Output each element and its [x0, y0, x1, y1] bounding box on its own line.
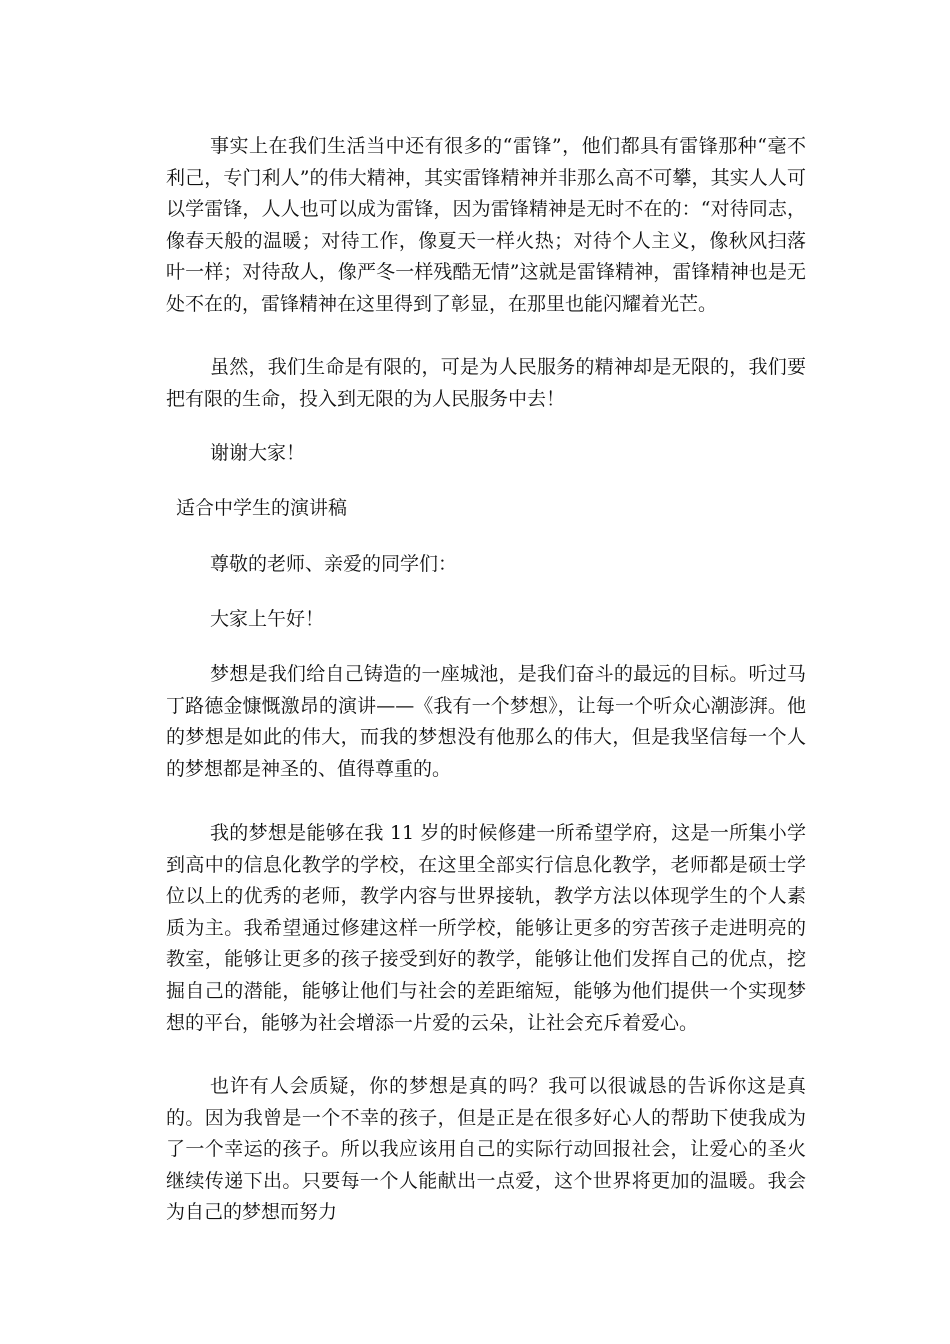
paragraph-greeting: 大家上午好！	[210, 608, 325, 630]
paragraph-dream-intro: 梦想是我们给自己铸造的一座城池，是我们奋斗的最远的目标。听过马丁路德金慷慨激昂的演讲——《我有一个梦想》，让每一个听众心潮澎湃。他的梦想是如此的伟大，而我的梦想没有他那么的伟大，但是我坚信每一个人的梦想都是神圣的、值得尊重的。	[166, 663, 806, 780]
paragraph-dream-school: 我的梦想是能够在我 11 岁的时候修建一所希望学府，这是一所集小学到高中的信息化教学的学校，在这里全部实行信息化教学，老师都是硕士学位以上的优秀的老师，教学内容与世界接轨，教学方法以体现学生的个人素质为主。我希望通过修建这样一所学校，能够让更多的穷苦孩子走进明亮的教室，能够让更多的孩子接受到好的教学，能够让他们发挥自己的优点，挖掘自己的潜能，能够让他们与社会的差距缩短，能够为他们提供一个实现梦想的平台，能够为社会增添一片爱的云朵，让社会充斥着爱心。	[166, 822, 806, 1034]
paragraph-salutation: 尊敬的老师、亲爱的同学们：	[210, 553, 458, 575]
paragraph-serve-the-people: 虽然，我们生命是有限的，可是为人民服务的精神却是无限的，我们要把有限的生命，投入到无限的为人民服务中去！	[166, 356, 806, 410]
paragraph-lei-feng-spirit: 事实上在我们生活当中还有很多的“雷锋”，他们都具有雷锋那种“毫不利己，专门利人”的伟大精神，其实雷锋精神并非那么高不可攀，其实人人可以学雷锋，人人也可以成为雷锋，因为雷锋精神是无时不在的：“对待同志，像春天般的温暖；对待工作，像夏天一样火热；对待个人主义，像秋风扫落叶一样；对待敌人，像严冬一样残酷无情”这就是雷锋精神，雷锋精神也是无处不在的，雷锋精神在这里得到了彰显，在那里也能闪耀着光芒。	[166, 135, 806, 315]
paragraph-dream-is-real: 也许有人会质疑，你的梦想是真的吗？我可以很诚恳的告诉你这是真的。因为我曾是一个不幸的孩子，但是正是在很多好心人的帮助下使我成为了一个幸运的孩子。所以我应该用自己的实际行动回报社会，让爱心的圣火继续传递下出。只要每一个人能献出一点爱，这个世界将更加的温暖。我会为自己的梦想而努力	[166, 1075, 806, 1224]
section-title: 适合中学生的演讲稿	[176, 497, 348, 519]
paragraph-thanks: 谢谢大家！	[210, 442, 306, 464]
